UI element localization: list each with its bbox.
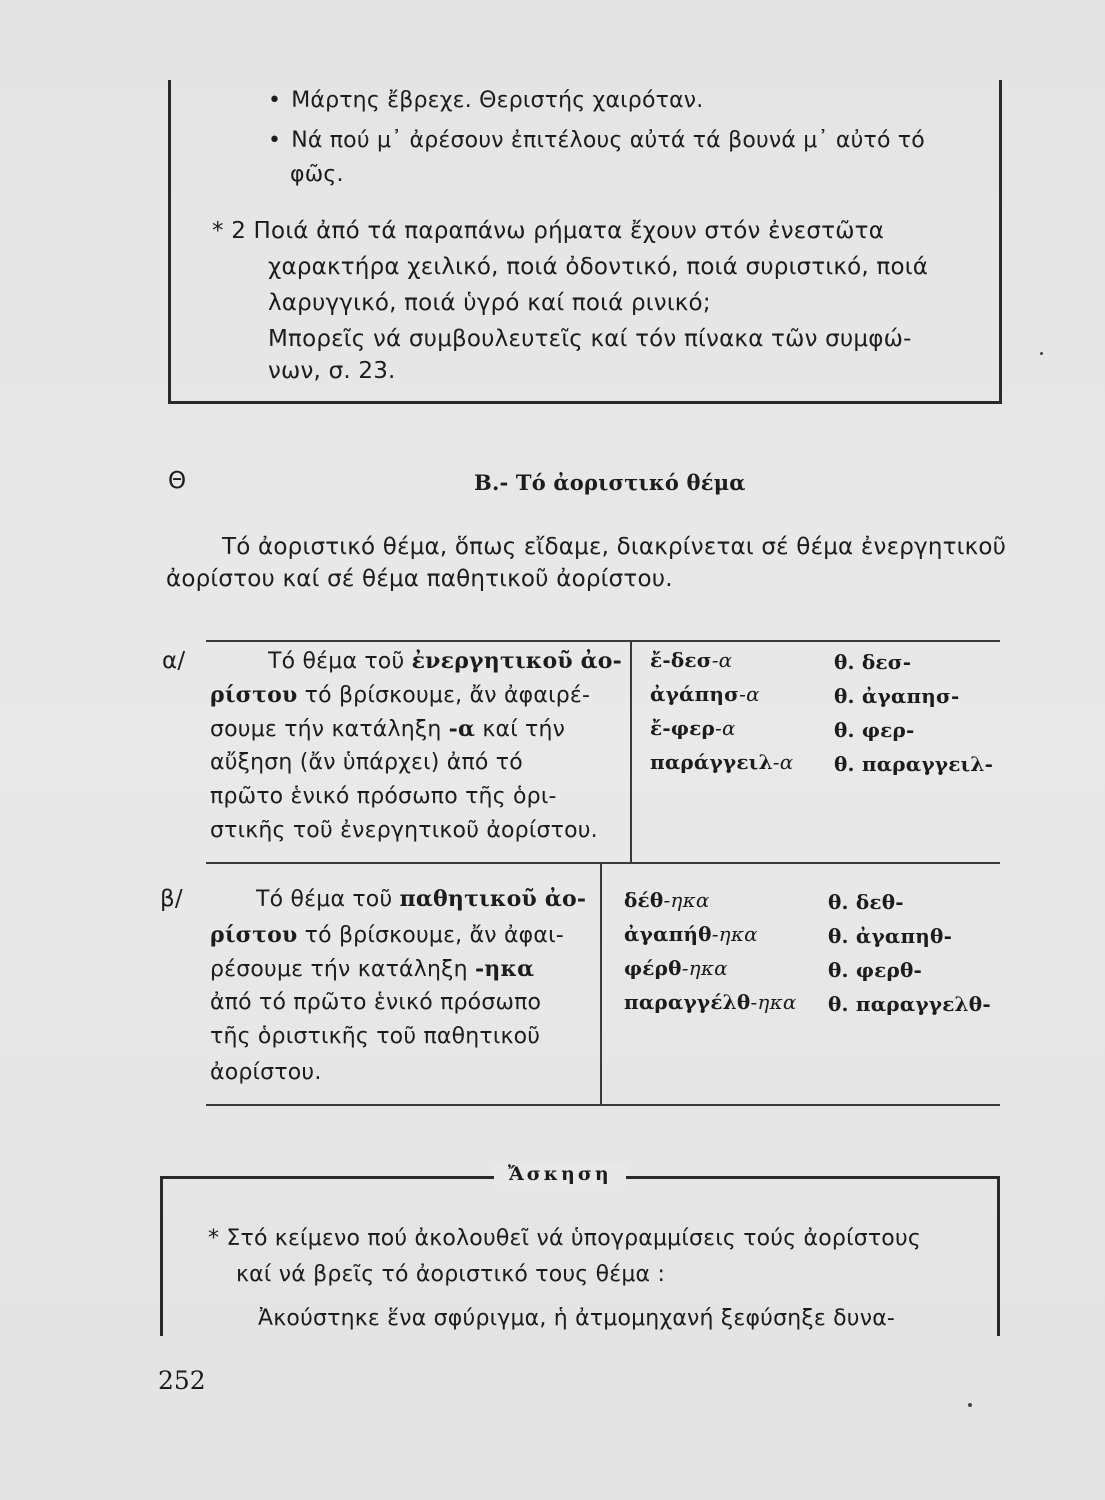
exercise-2-line-2: χαρακτήρα χειλικό, ποιά ὀδοντικό, ποιά συριστικό, ποιά [268,254,929,280]
exercise-line-3: Ἀκούστηκε ἕνα σφύριγμα, ἡ ἀτμομηχανή ξεφύσηξε δυνα- [258,1306,896,1331]
row-a-desc-line: πρῶτο ἑνικό πρόσωπο τῆς ὁρι- [210,784,557,809]
row-a-form: ἔ-φερ-α [650,716,736,740]
row-a-form: ἀγάπησ-α [650,682,760,706]
row-b-form: δέθ-ηκα [624,888,710,912]
bullet-sentence-2: • Νά πού μ᾽ ἀρέσουν ἐπιτέλους αὐτά τά βουνά μ᾽ αὐτό τό [268,128,925,153]
table-top-rule [206,640,1000,642]
intro-line-1: Τό ἀοριστικό θέμα, ὅπως εἴδαμε, διακρίνεται σέ θέμα ἐνεργητικοῦ [222,534,1007,560]
bullet-sentence-2-cont: φῶς. [290,162,344,187]
bullet-sentence-1: • Μάρτης ἔβρεχε. Θεριστής χαιρόταν. [268,88,704,113]
row-a-theme: θ. φερ- [834,718,915,742]
section-marker: Θ [168,468,187,494]
row-b-desc-line: ἀπό τό πρῶτο ἑνικό πρόσωπο [210,990,542,1015]
table-bottom-rule [206,1104,1000,1106]
row-b-theme: θ. δεθ- [828,890,904,914]
row-b-desc-line: ρέσουμε τήν κατάληξη -ηκα [210,956,535,982]
row-b-marker: β/ [160,886,183,912]
exercise-label: Ἄσκηση [494,1163,626,1185]
row-a-form: παράγγειλ-α [650,750,794,774]
speck [968,1403,972,1407]
row-b-desc-line: ἀορίστου. [210,1060,322,1085]
row-b-theme: θ. παραγγελθ- [828,992,991,1016]
row-a-theme: θ. παραγγειλ- [834,752,994,776]
row-a-desc-line: αὔξηση (ἄν ὑπάρχει) ἀπό τό [210,750,523,775]
row-a-desc-line: Τό θέμα τοῦ ἐνεργητικοῦ ἀο- [268,648,623,674]
section-heading: Β.- Τό ἀοριστικό θέμα [474,470,746,495]
row-a-desc-line: στικῆς τοῦ ἐνεργητικοῦ ἀορίστου. [210,818,598,843]
exercise-2-line-3: λαρυγγικό, ποιά ὑγρό καί ποιά ρινικό; [268,290,711,316]
row-b-theme: θ. ἀγαπηθ- [828,924,953,948]
row-a-marker: α/ [162,648,186,674]
row-b-form: παραγγέλθ-ηκα [624,990,797,1014]
row-b-desc-line: τῆς ὁριστικῆς τοῦ παθητικοῦ [210,1024,541,1049]
row-a-theme: θ. ἀγαπησ- [834,684,960,708]
row-b-desc-line: ρίστου τό βρίσκουμε, ἄν ἀφαι- [210,922,564,948]
exercise-line-2: καί νά βρεῖς τό ἀοριστικό τους θέμα : [236,1262,666,1287]
table-middle-rule [206,862,1000,864]
row-b-form: φέρθ-ηκα [624,956,728,980]
row-b-theme: θ. φερθ- [828,958,923,982]
row-b-desc-line: Τό θέμα τοῦ παθητικοῦ ἀο- [256,886,587,912]
exercise-2-line-4: Μπορεῖς νά συμβουλευτεῖς καί τόν πίνακα τῶν συμφώ- [268,326,912,352]
exercise-line-1: * Στό κείμενο πού ἀκολουθεῖ νά ὑπογραμμίσεις τούς ἀορίστους [208,1226,922,1251]
row-b-form: ἀγαπήθ-ηκα [624,922,758,946]
intro-line-2: ἀορίστου καί σέ θέμα παθητικοῦ ἀορίστου. [166,566,673,592]
page-number: 252 [158,1366,206,1395]
row-a-desc-line: ρίστου τό βρίσκουμε, ἄν ἀφαιρέ- [210,682,591,708]
row-a-desc-line: σουμε τήν κατάληξη -α καί τήν [210,716,566,742]
row-a-theme: θ. δεσ- [834,650,912,674]
table-b-divider [600,864,602,1104]
table-a-divider [630,642,632,862]
exercise-2-line-1: * 2 Ποιά ἀπό τά παραπάνω ρήματα ἔχουν στόν ἐνεστῶτα [212,218,885,244]
row-a-form: ἔ-δεσ-α [650,648,733,672]
speck [1040,352,1043,355]
exercise-2-line-5: νων, σ. 23. [268,358,396,384]
